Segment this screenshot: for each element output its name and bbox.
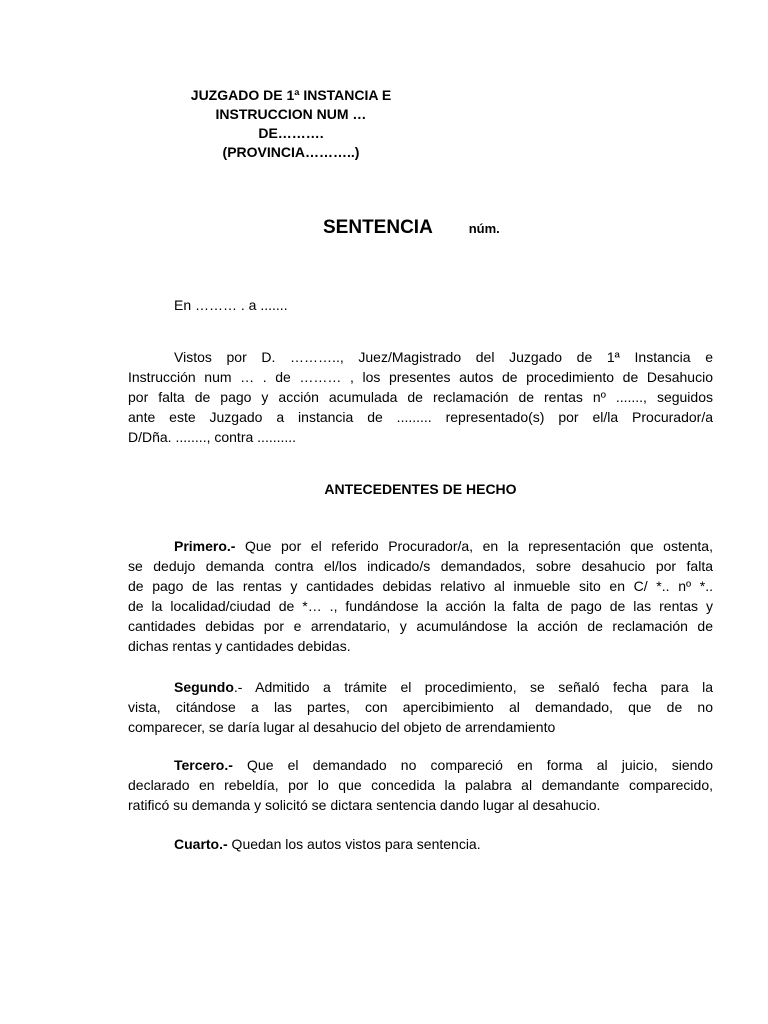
fact-line: de pago de las rentas y cantidades debidas relativo al inmueble sito en C/ *.. nº *.. [128,578,713,594]
intro-line: Vistos por D. ……….., Juez/Magistrado del Juzgado de 1ª Instancia e [174,349,713,365]
title-main: SENTENCIA [323,217,433,238]
fact-line: ratificó su demanda y solicitó se dictara sentencia dando lugar al desahucio. [128,797,601,813]
intro-line: por falta de pago y acción acumulada de reclamación de rentas nº ......., seguidos [128,389,713,405]
fact-lead: Cuarto.- [174,836,228,852]
document-title [323,217,500,239]
intro-paragraph [128,347,713,447]
fact-segundo [128,677,713,737]
court-line-3: DE………. [258,125,324,141]
fact-line: vista, citándose a las partes, con apercibimiento al demandado, que de no [128,699,713,715]
fact-lead: Segundo [174,679,234,695]
intro-line: ante este Juzgado a instancia de ......... representado(s) por el/la Procurador/a [128,409,713,425]
fact-line: comparecer, se daría lugar al desahucio del objeto de arrendamiento [128,719,556,735]
intro-line: Instrucción num … . de ……… , los presentes autos de procedimiento de Desahucio [128,369,713,385]
fact-line: de la localidad/ciudad de *… ., fundándose la acción la falta de pago de las rentas y [128,598,713,614]
court-header [160,86,422,162]
fact-line: cantidades debidas por e arrendatario, y acumulándose la acción de reclamación de [128,618,713,634]
fact-line: se dedujo demanda contra el/los indicado/s demandados, sobre desahucio por falta [128,558,713,574]
fact-line: declarado en rebeldía, por lo que concedida la palabra al demandante comparecido, [128,777,713,793]
court-line-1: JUZGADO DE 1ª INSTANCIA E [190,87,392,103]
fact-line: Cuarto.- Quedan los autos vistos para sentencia. [174,836,481,852]
section-heading: ANTECEDENTES DE HECHO [324,481,517,497]
fact-cuarto [128,834,713,854]
fact-lead: Tercero.- [174,757,233,773]
title-number-label: núm. [468,221,500,236]
fact-line: dichas rentas y cantidades debidas. [128,638,351,654]
court-line-2: INSTRUCCION NUM … [215,106,367,122]
fact-line: Tercero.- Que el demandado no compareció en forma al juicio, siendo [174,757,713,773]
fact-primero [128,536,713,656]
fact-line: Segundo.- Admitido a trámite el procedimiento, se señaló fecha para la [174,679,713,695]
intro-line: D/Dña. ........, contra .......... [128,429,297,445]
fact-lead: Primero.- [174,538,236,554]
place-date: En ……… . a ....... [174,297,288,313]
fact-tercero [128,755,713,815]
fact-line: Primero.- Que por el referido Procurador/a, en la representación que ostenta, [174,538,713,554]
court-line-4: (PROVINCIA………..) [222,144,360,160]
